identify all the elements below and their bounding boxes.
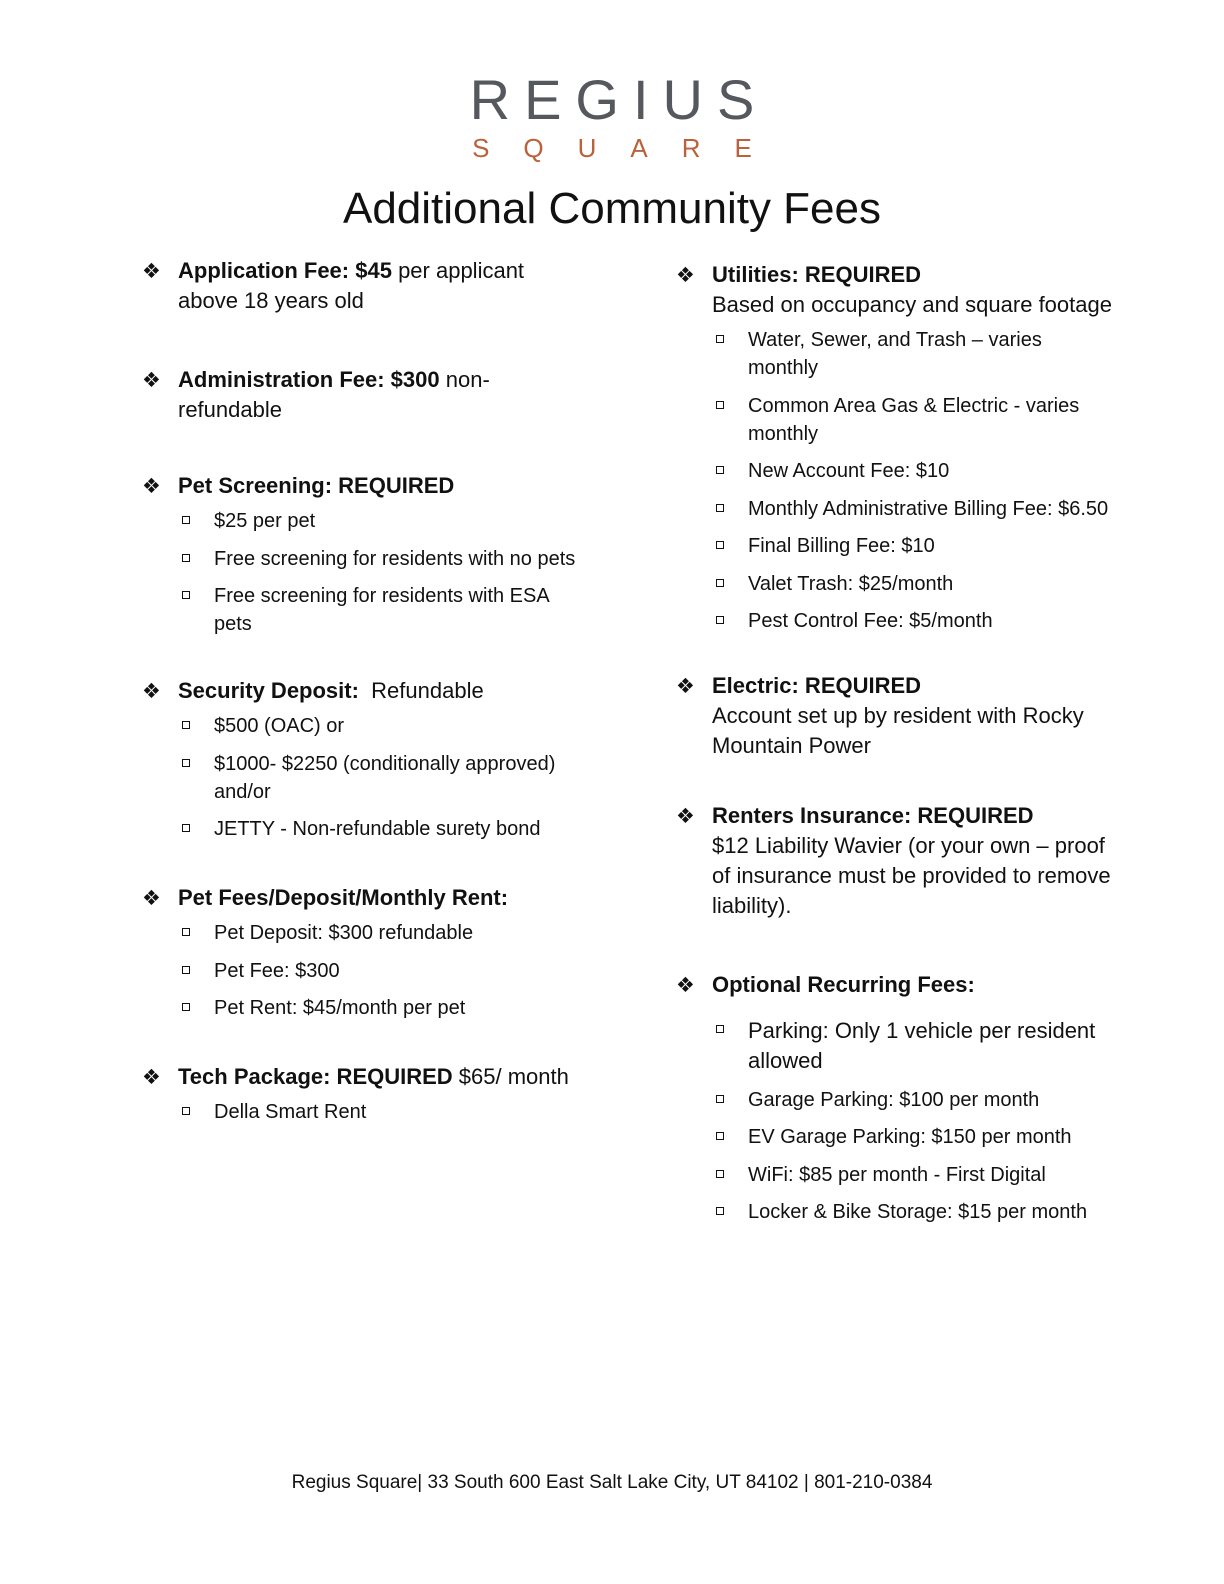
list-item: $1000- $2250 (conditionally approved) and/or (178, 750, 582, 806)
section-desc: Refundable (358, 678, 484, 703)
list-item: Pet Fee: $300 (178, 957, 582, 985)
sub-list (712, 326, 1116, 635)
square-bullet-icon (716, 335, 724, 343)
list-item: Garage Parking: $100 per month (712, 1086, 1116, 1114)
diamond-bullet-icon: ❖ (676, 675, 695, 698)
list-item: Parking: Only 1 vehicle per resident allowed (712, 1016, 1116, 1076)
diamond-bullet-icon: ❖ (676, 805, 695, 828)
list-item: Pet Deposit: $300 refundable (178, 919, 582, 947)
renters-insurance-section (676, 801, 1116, 921)
list-item: New Account Fee: $10 (712, 457, 1116, 485)
list-item: Locker & Bike Storage: $15 per month (712, 1198, 1116, 1226)
section-desc: non-refundable (178, 367, 490, 422)
diamond-bullet-icon: ❖ (676, 974, 695, 997)
electric-section (676, 671, 1116, 761)
square-bullet-icon (716, 504, 724, 512)
section-title: Pet Fees/Deposit/Monthly Rent: (178, 885, 509, 910)
section-title: Electric: REQUIRED (712, 673, 922, 698)
utilities-section (676, 260, 1116, 635)
application-fee-section (142, 256, 582, 316)
square-bullet-icon (716, 1207, 724, 1215)
diamond-bullet-icon: ❖ (142, 887, 161, 910)
sub-list (178, 1098, 582, 1126)
square-bullet-icon (716, 1095, 724, 1103)
section-title: Administration Fee: $300 (178, 367, 440, 392)
section-title: Security Deposit: (178, 678, 359, 703)
sub-list (178, 507, 582, 638)
tech-package-section (142, 1062, 582, 1126)
list-item: Della Smart Rent (178, 1098, 582, 1126)
square-bullet-icon (716, 579, 724, 587)
list-item: Free screening for residents with no pets (178, 545, 582, 573)
diamond-bullet-icon: ❖ (142, 260, 161, 283)
square-bullet-icon (182, 721, 190, 729)
list-item: Common Area Gas & Electric - varies monthly (712, 392, 1116, 448)
square-bullet-icon (716, 401, 724, 409)
sub-list (712, 1016, 1116, 1226)
optional-fees-section (676, 970, 1116, 1226)
square-bullet-icon (182, 1107, 190, 1115)
square-bullet-icon (182, 1003, 190, 1011)
section-desc: Account set up by resident with Rocky Mountain Power (712, 703, 1084, 758)
logo (0, 68, 1224, 163)
pet-screening-section (142, 471, 582, 638)
square-bullet-icon (716, 1132, 724, 1140)
diamond-bullet-icon: ❖ (142, 369, 161, 392)
security-deposit-section (142, 676, 582, 843)
section-title: Application Fee: $45 (178, 258, 392, 283)
right-column (676, 260, 1116, 1236)
diamond-bullet-icon: ❖ (142, 1066, 161, 1089)
diamond-bullet-icon: ❖ (142, 475, 161, 498)
page-title: Additional Community Fees (342, 184, 881, 233)
list-item: Water, Sewer, and Trash – varies monthly (712, 326, 1116, 382)
diamond-bullet-icon: ❖ (676, 264, 695, 287)
square-bullet-icon (182, 966, 190, 974)
square-bullet-icon (182, 824, 190, 832)
list-item: JETTY - Non-refundable surety bond (178, 815, 582, 843)
list-item: EV Garage Parking: $150 per month (712, 1123, 1116, 1151)
square-bullet-icon (182, 591, 190, 599)
section-title: Optional Recurring Fees: (712, 972, 975, 997)
list-item: Free screening for residents with ESA pets (178, 582, 582, 638)
square-bullet-icon (716, 541, 724, 549)
administration-fee-section (142, 365, 582, 425)
square-bullet-icon (716, 1170, 724, 1178)
left-column (142, 256, 582, 1136)
list-item: Pest Control Fee: $5/month (712, 607, 1116, 635)
section-title: Renters Insurance: REQUIRED (712, 803, 1034, 828)
pet-fees-section (142, 883, 582, 1022)
sub-list (178, 919, 582, 1022)
list-item: Monthly Administrative Billing Fee: $6.50 (712, 495, 1116, 523)
section-desc: $65/ month (452, 1064, 569, 1089)
list-item: $25 per pet (178, 507, 582, 535)
section-desc: Based on occupancy and square footage (712, 292, 1112, 317)
logo-subtitle: SQUARE (472, 133, 786, 163)
square-bullet-icon (182, 759, 190, 767)
section-desc: $12 Liability Wavier (or your own – proof of insurance must be provided to remove liability). (712, 833, 1111, 918)
logo-wordmark: REGIUS (469, 68, 769, 131)
list-item: Pet Rent: $45/month per pet (178, 994, 582, 1022)
diamond-bullet-icon: ❖ (142, 680, 161, 703)
list-item: $500 (OAC) or (178, 712, 582, 740)
list-item: Valet Trash: $25/month (712, 570, 1116, 598)
square-bullet-icon (182, 554, 190, 562)
section-title: Utilities: REQUIRED (712, 262, 922, 287)
square-bullet-icon (182, 516, 190, 524)
list-item: WiFi: $85 per month - First Digital (712, 1161, 1116, 1189)
section-title: Pet Screening: REQUIRED (178, 473, 455, 498)
list-item: Final Billing Fee: $10 (712, 532, 1116, 560)
sub-list (178, 712, 582, 843)
square-bullet-icon (716, 466, 724, 474)
square-bullet-icon (716, 616, 724, 624)
footer-address: Regius Square| 33 South 600 East Salt Lake City, UT 84102 | 801-210-0384 (291, 1472, 933, 1493)
square-bullet-icon (716, 1025, 724, 1033)
section-desc: per applicant above 18 years old (178, 258, 525, 313)
section-title: Tech Package: REQUIRED (178, 1064, 453, 1089)
square-bullet-icon (182, 928, 190, 936)
